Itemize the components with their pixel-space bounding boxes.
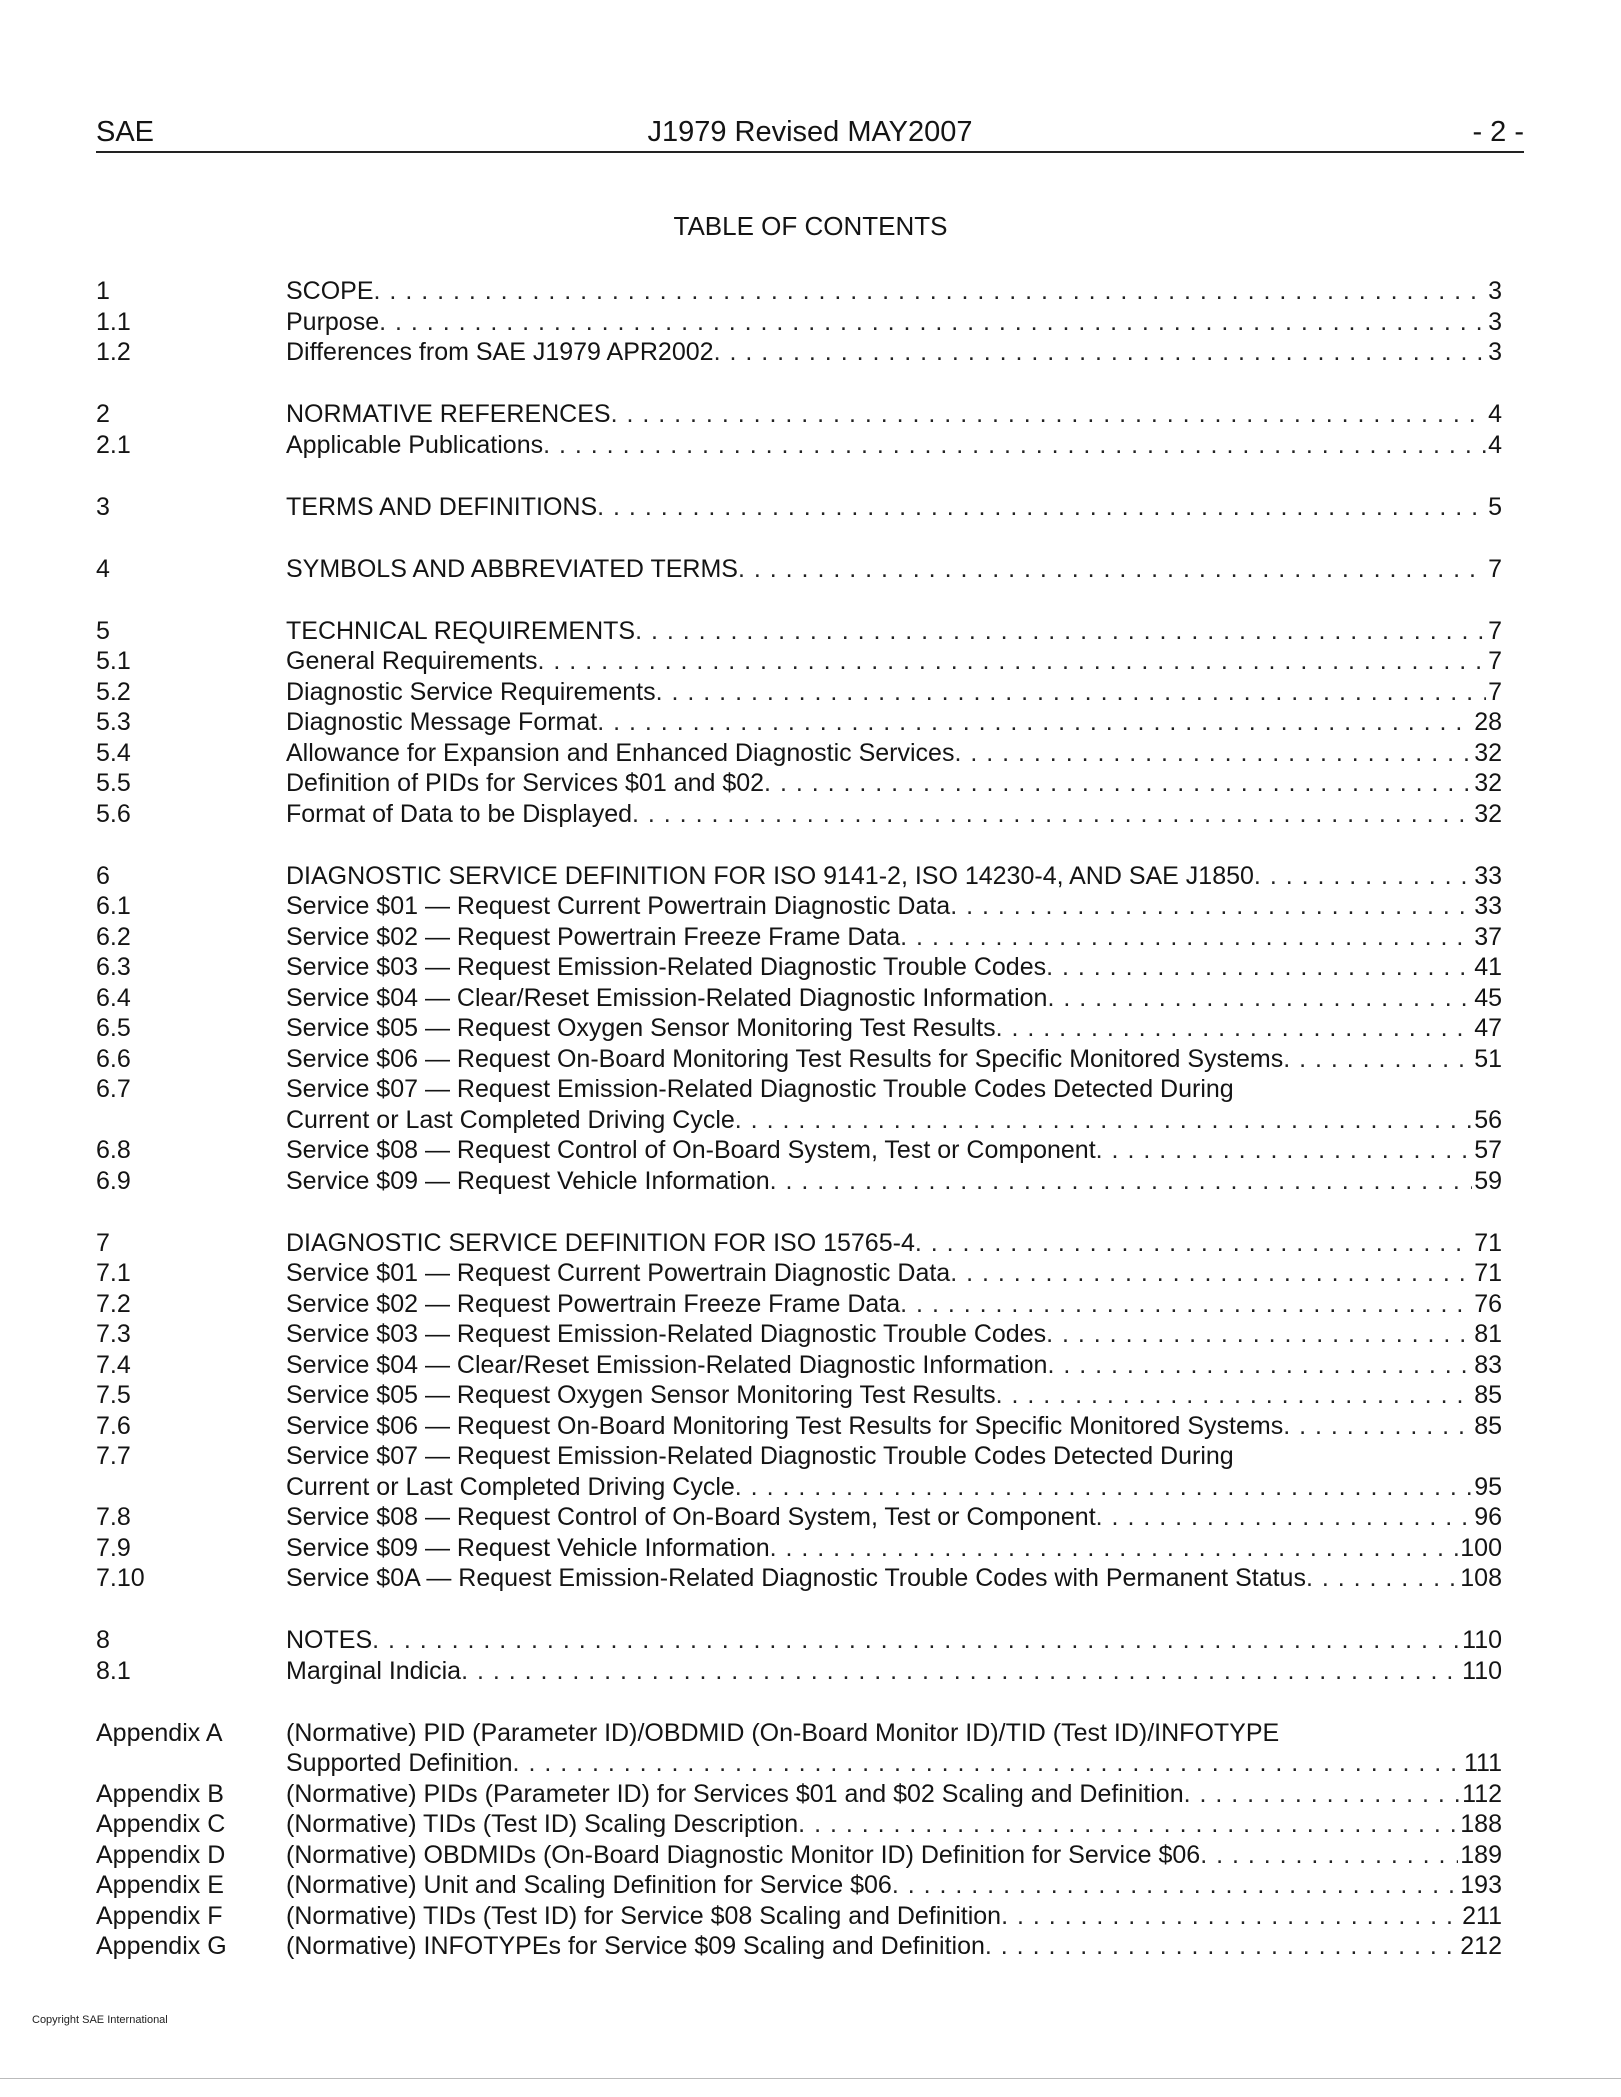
toc-entry[interactable]	[96, 1502, 1502, 1533]
toc-entry-number: 3	[96, 492, 110, 521]
toc-entry[interactable]	[96, 952, 1502, 983]
toc-entry-line	[286, 554, 1502, 585]
toc-entry[interactable]	[96, 738, 1502, 769]
toc-entry-line	[286, 738, 1502, 769]
dot-leader	[461, 1656, 1460, 1687]
toc-entry-line	[286, 891, 1502, 922]
dot-leader	[714, 337, 1487, 368]
toc-entry[interactable]	[96, 799, 1502, 830]
toc-entry-title: SYMBOLS AND ABBREVIATED TERMS	[286, 554, 738, 583]
toc-entry-page: 7	[1488, 647, 1502, 675]
toc-entry-page: 110	[1462, 1626, 1502, 1654]
toc-entry-page: 4	[1488, 400, 1502, 428]
toc-entry-number: 7	[96, 1228, 110, 1257]
toc-title: TABLE OF CONTENTS	[673, 211, 948, 241]
toc-entry-line	[286, 861, 1502, 892]
toc-entry[interactable]	[96, 337, 1502, 368]
toc-entry-number: Appendix E	[96, 1871, 224, 1899]
toc-entry-line	[286, 1350, 1502, 1381]
toc-entry-number: 5.5	[96, 769, 131, 797]
toc-entry-title: (Normative) TIDs (Test ID) Scaling Description	[286, 1810, 799, 1838]
toc-entry-title: Service $02 — Request Powertrain Freeze Frame Data	[286, 1289, 901, 1318]
toc-entry-number	[96, 1748, 286, 1779]
toc-entry-number: 6.7	[96, 1075, 131, 1103]
toc-entry-number: Appendix B	[96, 1779, 224, 1808]
toc-entry[interactable]	[96, 1931, 1502, 1962]
toc-entry[interactable]	[96, 1441, 1502, 1472]
toc-entry-title: Service $06 — Request On-Board Monitoring Test Results for Specific Monitored Systems	[286, 1044, 1284, 1073]
toc-section	[96, 1718, 1502, 1962]
toc-entry-line	[286, 1748, 1502, 1779]
toc-entry[interactable]	[96, 492, 1502, 523]
toc-entry-page: 7	[1488, 677, 1502, 706]
toc-entry-number: 6.6	[96, 1044, 131, 1073]
toc-entry-number: 6.8	[96, 1136, 131, 1164]
toc-entry-page: 3	[1488, 277, 1502, 305]
toc-section	[96, 1625, 1502, 1686]
dot-leader	[954, 738, 1472, 769]
page-bottom-edge	[0, 2078, 1621, 2079]
toc-entry-line	[286, 1809, 1502, 1840]
toc-entry-number: 7.8	[96, 1503, 131, 1531]
toc-entry-page: 71	[1474, 1228, 1502, 1257]
dot-leader	[1096, 1502, 1473, 1533]
toc-entry-number: 2	[96, 400, 110, 428]
dot-leader	[656, 677, 1486, 708]
dot-leader	[1306, 1563, 1458, 1594]
toc-entry-title: Definition of PIDs for Services $01 and $02	[286, 769, 765, 797]
toc-entry-number: Appendix F	[96, 1901, 223, 1930]
toc-entry-title: (Normative) PIDs (Parameter ID) for Services $01 and $02 Scaling and Definition	[286, 1779, 1184, 1808]
toc-entry-number: 6.5	[96, 1014, 131, 1042]
toc-entry-number: Appendix A	[96, 1718, 223, 1747]
toc-entry-title: Service $08 — Request Control of On-Board System, Test or Component	[286, 1503, 1096, 1531]
toc-entry-line	[286, 1105, 1502, 1136]
toc-entry[interactable]	[96, 707, 1502, 738]
toc-entry-number: 1	[96, 277, 110, 305]
toc-entry-title: Diagnostic Message Format	[286, 708, 598, 736]
dot-leader	[735, 1105, 1472, 1136]
toc-entry-number: 8	[96, 1626, 110, 1654]
toc-entry-title: TERMS AND DEFINITIONS	[286, 492, 598, 521]
toc-entry-title: Service $05 — Request Oxygen Sensor Monitoring Test Results	[286, 1014, 996, 1042]
toc-entry-number: 7.9	[96, 1533, 131, 1562]
toc-entry[interactable]	[96, 1105, 1502, 1136]
toc-entry[interactable]	[96, 1625, 1502, 1656]
toc-entry-number: 7.7	[96, 1442, 131, 1470]
toc-entry[interactable]	[96, 983, 1502, 1014]
toc-entry-page: 83	[1474, 1350, 1502, 1379]
toc-entry-line	[286, 1625, 1502, 1656]
toc-entry-title: Differences from SAE J1979 APR2002	[286, 338, 714, 366]
toc-entry-title: Supported Definition	[286, 1749, 513, 1777]
toc-entry-title: Service $04 — Clear/Reset Emission-Related Diagnostic Information	[286, 983, 1048, 1012]
toc-entry[interactable]	[96, 399, 1502, 430]
toc-entry[interactable]	[96, 1166, 1502, 1197]
toc-entry-title: Service $0A — Request Emission-Related Diagnostic Trouble Codes with Permanent Status	[286, 1564, 1306, 1592]
toc-entry-page: 7	[1488, 616, 1502, 645]
toc-entry-page: 100	[1460, 1533, 1502, 1562]
dot-leader	[1283, 1411, 1472, 1442]
toc-entry-line	[286, 1013, 1502, 1044]
toc-entry-line	[286, 1533, 1502, 1564]
toc-entry[interactable]	[96, 646, 1502, 677]
toc-entry[interactable]	[96, 1228, 1502, 1259]
toc-entry-title: (Normative) TIDs (Test ID) for Service $08 Scaling and Definition	[286, 1901, 1002, 1930]
toc-entry-page: 95	[1474, 1472, 1502, 1501]
dot-leader	[915, 1228, 1472, 1259]
toc-entry-page: 47	[1474, 1014, 1502, 1042]
toc-entry-page: 71	[1474, 1259, 1502, 1287]
dot-leader	[1200, 1840, 1458, 1871]
toc-entry[interactable]	[96, 307, 1502, 338]
toc-entry-line	[286, 922, 1502, 953]
toc-entry-number: 1.1	[96, 307, 131, 336]
toc-entry-title: Service $07 — Request Emission-Related Diagnostic Trouble Codes Detected During	[286, 1442, 1234, 1470]
dot-leader	[900, 1289, 1472, 1320]
toc-entry[interactable]	[96, 1748, 1502, 1779]
dot-leader	[1046, 1319, 1472, 1350]
table-of-contents	[96, 276, 1502, 1993]
toc-entry-page: 32	[1474, 738, 1502, 767]
dot-leader	[611, 399, 1487, 430]
dot-leader	[372, 1625, 1460, 1656]
dot-leader	[1047, 983, 1472, 1014]
toc-section	[96, 616, 1502, 830]
toc-entry-title: Format of Data to be Displayed	[286, 799, 632, 828]
toc-entry-title: Service $03 — Request Emission-Related Diagnostic Trouble Codes	[286, 953, 1047, 981]
toc-entry-page: 211	[1462, 1901, 1502, 1930]
toc-entry[interactable]	[96, 1779, 1502, 1810]
dot-leader	[1254, 861, 1472, 892]
dot-leader	[635, 616, 1486, 647]
toc-entry-page: 96	[1474, 1503, 1502, 1531]
dot-leader	[738, 554, 1486, 585]
toc-entry-line	[286, 1074, 1502, 1105]
dot-leader	[735, 1472, 1472, 1503]
toc-entry-number: 5.2	[96, 677, 131, 706]
toc-entry-line	[286, 1411, 1502, 1442]
dot-leader	[538, 646, 1487, 677]
toc-entry-line	[286, 646, 1502, 677]
toc-entry-number: 6.2	[96, 922, 131, 951]
dot-leader	[985, 1931, 1458, 1962]
toc-entry-line	[286, 399, 1502, 430]
toc-entry-title: Service $05 — Request Oxygen Sensor Monitoring Test Results	[286, 1381, 996, 1409]
toc-entry[interactable]	[96, 861, 1502, 892]
toc-section	[96, 399, 1502, 460]
dot-leader	[513, 1748, 1462, 1779]
toc-entry-title: DIAGNOSTIC SERVICE DEFINITION FOR ISO 15765-4	[286, 1228, 915, 1257]
toc-entry-number: 5.4	[96, 738, 131, 767]
toc-entry[interactable]	[96, 616, 1502, 647]
dot-leader	[379, 307, 1486, 338]
toc-entry[interactable]	[96, 1074, 1502, 1105]
toc-section	[96, 492, 1502, 523]
toc-entry-line	[286, 1502, 1502, 1533]
toc-entry-title: Service $06 — Request On-Board Monitoring Test Results for Specific Monitored Systems	[286, 1411, 1284, 1440]
header-doc-id: J1979 Revised MAY2007	[647, 116, 973, 148]
toc-entry-title: Purpose	[286, 307, 380, 336]
toc-entry-number: 7.6	[96, 1411, 131, 1440]
toc-entry-page: 4	[1488, 430, 1502, 459]
toc-entry-page: 85	[1474, 1381, 1502, 1409]
toc-entry[interactable]	[96, 677, 1502, 708]
toc-entry-page: 7	[1488, 554, 1502, 583]
toc-entry-title: TECHNICAL REQUIREMENTS	[286, 616, 636, 645]
toc-entry-line	[286, 276, 1502, 307]
toc-entry-title: General Requirements	[286, 647, 538, 675]
toc-entry-page: 33	[1474, 892, 1502, 920]
toc-entry-title: Service $01 — Request Current Powertrain Diagnostic Data	[286, 892, 951, 920]
toc-entry-page: 85	[1474, 1411, 1502, 1440]
toc-entry-page: 28	[1474, 708, 1502, 736]
toc-entry-page: 3	[1488, 338, 1502, 366]
toc-entry-line	[286, 768, 1502, 799]
toc-entry-line	[286, 1166, 1502, 1197]
dot-leader	[1096, 1135, 1473, 1166]
toc-entry-line	[286, 1472, 1502, 1503]
toc-entry-title: Service $09 — Request Vehicle Information	[286, 1166, 770, 1195]
toc-entry[interactable]	[96, 1319, 1502, 1350]
toc-entry-number: 7.2	[96, 1289, 131, 1318]
dot-leader	[1047, 1350, 1472, 1381]
toc-entry-title: Service $01 — Request Current Powertrain Diagnostic Data	[286, 1259, 951, 1287]
toc-entry-title: Service $09 — Request Vehicle Information	[286, 1533, 770, 1562]
copyright-footer: Copyright SAE International	[32, 2014, 168, 2026]
toc-entry-title: SCOPE	[286, 277, 374, 305]
dot-leader	[770, 1533, 1459, 1564]
toc-entry-title: Service $04 — Clear/Reset Emission-Related Diagnostic Information	[286, 1350, 1048, 1379]
dot-leader	[770, 1166, 1473, 1197]
toc-section	[96, 276, 1502, 368]
toc-entry[interactable]	[96, 276, 1502, 307]
toc-entry-title: Diagnostic Service Requirements	[286, 677, 656, 706]
toc-entry-line	[286, 1319, 1502, 1350]
header-page-number: - 2 -	[1472, 116, 1524, 148]
toc-entry[interactable]	[96, 1350, 1502, 1381]
toc-entry-page: 111	[1463, 1749, 1502, 1777]
toc-entry-number: 7.10	[96, 1564, 145, 1592]
toc-entry-page: 81	[1474, 1320, 1502, 1348]
toc-entry-page: 108	[1460, 1564, 1502, 1592]
toc-section	[96, 861, 1502, 1197]
toc-entry-title: Marginal Indicia	[286, 1656, 462, 1685]
toc-entry-number: 1.2	[96, 338, 131, 366]
toc-entry-title: Service $03 — Request Emission-Related Diagnostic Trouble Codes	[286, 1320, 1047, 1348]
toc-entry-page: 32	[1474, 769, 1502, 797]
toc-entry-number: 7.4	[96, 1350, 131, 1379]
toc-entry-title: NOTES	[286, 1626, 373, 1654]
toc-entry[interactable]	[96, 1870, 1502, 1901]
toc-entry[interactable]	[96, 554, 1502, 585]
toc-entry[interactable]	[96, 1380, 1502, 1411]
toc-entry-number: 5.1	[96, 647, 131, 675]
dot-leader	[950, 1258, 1472, 1289]
toc-entry-line	[286, 677, 1502, 708]
dot-leader	[543, 430, 1486, 461]
toc-entry[interactable]	[96, 1718, 1502, 1749]
toc-section	[96, 554, 1502, 585]
toc-entry-line	[286, 1840, 1502, 1871]
dot-leader	[1046, 952, 1472, 983]
toc-entry-line	[286, 1779, 1502, 1810]
dot-leader	[1283, 1044, 1472, 1075]
page-header	[96, 115, 1524, 153]
toc-entry-number: 4	[96, 554, 110, 583]
toc-entry-page: 5	[1488, 492, 1502, 521]
toc-entry[interactable]	[96, 1135, 1502, 1166]
toc-entry-line	[286, 1258, 1502, 1289]
toc-entry-line	[286, 1380, 1502, 1411]
toc-entry-line	[286, 983, 1502, 1014]
toc-entry[interactable]	[96, 1840, 1502, 1871]
toc-entry-number	[96, 1472, 286, 1503]
toc-entry-title: Allowance for Expansion and Enhanced Diagnostic Services	[286, 738, 955, 767]
toc-entry-title: Service $08 — Request Control of On-Board System, Test or Component	[286, 1136, 1096, 1164]
dot-leader	[597, 707, 1472, 738]
toc-entry-page: 188	[1460, 1810, 1502, 1838]
toc-entry-number: Appendix G	[96, 1932, 227, 1960]
toc-entry-number: 7.5	[96, 1381, 131, 1409]
toc-entry[interactable]	[96, 891, 1502, 922]
toc-entry-title: Applicable Publications	[286, 430, 544, 459]
toc-entry-number: Appendix C	[96, 1810, 226, 1838]
toc-entry-line	[286, 616, 1502, 647]
toc-entry-page: 212	[1460, 1932, 1502, 1960]
toc-entry-number: 5	[96, 616, 110, 645]
toc-entry-line	[286, 799, 1502, 830]
toc-entry-line	[286, 1044, 1502, 1075]
toc-entry-line	[286, 1228, 1502, 1259]
toc-entry-line	[286, 1901, 1502, 1932]
dot-leader	[764, 768, 1472, 799]
toc-entry-number: 5.6	[96, 799, 131, 828]
dot-leader	[632, 799, 1472, 830]
toc-entry-page: 33	[1474, 861, 1502, 890]
toc-entry[interactable]	[96, 1533, 1502, 1564]
toc-entry[interactable]	[96, 430, 1502, 461]
toc-entry-page: 45	[1474, 983, 1502, 1012]
toc-entry[interactable]	[96, 1901, 1502, 1932]
toc-entry-line	[286, 1718, 1502, 1749]
toc-entry[interactable]	[96, 1563, 1502, 1594]
toc-entry-title: (Normative) Unit and Scaling Definition for Service $06	[286, 1871, 892, 1899]
toc-entry-page: 37	[1474, 922, 1502, 951]
toc-entry-number: 8.1	[96, 1656, 131, 1685]
dot-leader	[892, 1870, 1458, 1901]
toc-entry-page: 57	[1474, 1136, 1502, 1164]
toc-entry-page: 189	[1460, 1840, 1502, 1869]
toc-entry-line	[286, 1441, 1502, 1472]
toc-entry-page: 3	[1488, 307, 1502, 336]
toc-entry[interactable]	[96, 1809, 1502, 1840]
toc-entry-title: Service $07 — Request Emission-Related Diagnostic Trouble Codes Detected During	[286, 1075, 1234, 1103]
toc-entry-number: 5.3	[96, 708, 131, 736]
toc-entry[interactable]	[96, 1472, 1502, 1503]
toc-entry-line	[286, 1135, 1502, 1166]
toc-entry-number: 6.3	[96, 953, 131, 981]
toc-entry-line	[286, 952, 1502, 983]
toc-entry-title: (Normative) OBDMIDs (On-Board Diagnostic Monitor ID) Definition for Service $06	[286, 1840, 1201, 1869]
toc-entry-number: 6.1	[96, 892, 131, 920]
dot-leader	[1184, 1779, 1461, 1810]
toc-entry-title: Current or Last Completed Driving Cycle	[286, 1105, 735, 1134]
toc-entry-page: 56	[1474, 1105, 1502, 1134]
toc-entry-title: Current or Last Completed Driving Cycle	[286, 1472, 735, 1501]
toc-entry[interactable]	[96, 1411, 1502, 1442]
toc-entry-number: 2.1	[96, 430, 131, 459]
toc-entry-number: 6	[96, 861, 110, 890]
toc-entry-page: 193	[1460, 1871, 1502, 1899]
dot-leader	[1001, 1901, 1460, 1932]
dot-leader	[950, 891, 1472, 922]
toc-entry-number	[96, 1105, 286, 1136]
toc-entry-number: Appendix D	[96, 1840, 226, 1869]
toc-entry-title: (Normative) INFOTYPEs for Service $09 Scaling and Definition	[286, 1932, 985, 1960]
dot-leader	[798, 1809, 1458, 1840]
toc-entry-page: 51	[1474, 1044, 1502, 1073]
toc-entry-line	[286, 1289, 1502, 1320]
dot-leader	[996, 1380, 1473, 1411]
toc-entry[interactable]	[96, 1044, 1502, 1075]
toc-entry-number: 7.1	[96, 1259, 131, 1287]
toc-entry-line	[286, 707, 1502, 738]
toc-entry-title: NORMATIVE REFERENCES	[286, 400, 611, 428]
toc-entry-page: 112	[1462, 1779, 1502, 1808]
toc-entry[interactable]	[96, 768, 1502, 799]
toc-entry-line	[286, 337, 1502, 368]
toc-entry-line	[286, 1656, 1502, 1687]
dot-leader	[900, 922, 1472, 953]
toc-entry[interactable]	[96, 1013, 1502, 1044]
toc-entry-page: 41	[1474, 953, 1502, 981]
toc-entry-line	[286, 1870, 1502, 1901]
toc-entry-title: DIAGNOSTIC SERVICE DEFINITION FOR ISO 9141-2, ISO 14230-4, AND SAE J1850	[286, 861, 1254, 890]
toc-entry-number: 6.4	[96, 983, 131, 1012]
toc-entry-number: 6.9	[96, 1166, 131, 1195]
toc-entry[interactable]	[96, 1656, 1502, 1687]
header-org: SAE	[96, 116, 155, 148]
toc-entry-title: (Normative) PID (Parameter ID)/OBDMID (On-Board Monitor ID)/TID (Test ID)/INFOTYPE	[286, 1718, 1280, 1747]
toc-entry-number: 7.3	[96, 1320, 131, 1348]
toc-entry-title: Service $02 — Request Powertrain Freeze Frame Data	[286, 922, 901, 951]
dot-leader	[374, 276, 1487, 307]
toc-entry-page: 110	[1462, 1656, 1502, 1685]
toc-entry-line	[286, 307, 1502, 338]
toc-entry[interactable]	[96, 1289, 1502, 1320]
toc-entry-page: 76	[1474, 1289, 1502, 1318]
dot-leader	[996, 1013, 1473, 1044]
toc-entry-page: 32	[1474, 799, 1502, 828]
dot-leader	[597, 492, 1486, 523]
toc-section	[96, 1228, 1502, 1594]
toc-entry-line	[286, 1563, 1502, 1594]
toc-entry-line	[286, 430, 1502, 461]
toc-entry-line	[286, 492, 1502, 523]
toc-entry[interactable]	[96, 922, 1502, 953]
toc-entry-page: 59	[1474, 1166, 1502, 1195]
toc-entry[interactable]	[96, 1258, 1502, 1289]
toc-entry-line	[286, 1931, 1502, 1962]
